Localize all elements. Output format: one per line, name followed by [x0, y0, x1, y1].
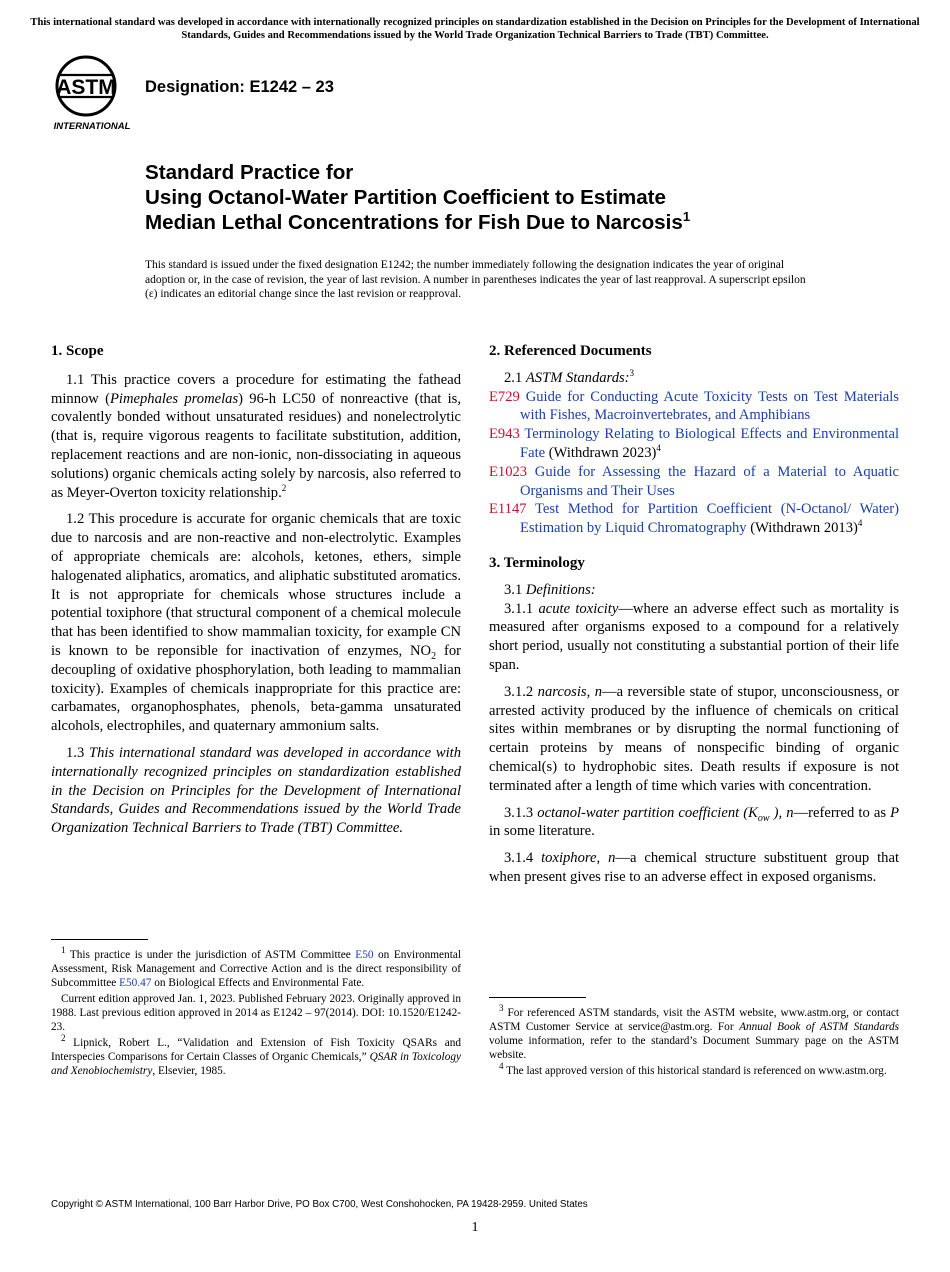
footnote-2-mark: 2: [61, 1033, 66, 1044]
title-line-2: Using Octanol-Water Partition Coefficient to Estimate: [145, 186, 666, 209]
scope-1-1-text-b: ) 96-h LC50 of nonreactive (that is, covalently bonded without unsaturated residues) and nonelectrolytic (that is, require vigorous reagents to facilitate substitution, addition, replacement reactions and are non-ionic, non-dissociating in aqueous solutions) organic chemicals acting solely by narcosis, also referred to as Meyer-Overton toxicity relationship.: [51, 390, 462, 501]
definition-number: 3.1.1: [504, 600, 539, 617]
designation: Designation: E1242 – 23: [145, 78, 334, 96]
title-footnote-mark: 1: [682, 209, 691, 225]
logo-letters: ASTM: [56, 76, 116, 99]
footnote-1: [51, 945, 461, 990]
references-heading: 2. Referenced Documents: [489, 343, 652, 359]
issuance-note: This standard is issued under the fixed designation E1242; the number immediately following the designation indicates the year of original adoption or, in the case of revision, the year of last revision. A number in parentheses indicates the year of last reapproval. A superscript epsilon (ε) indicates an editorial change since the last revision or reapproval.: [145, 259, 806, 301]
footnote-2: [51, 1033, 462, 1078]
footnote-divider-left: [51, 939, 148, 940]
references-sub-number: 2.1: [504, 369, 526, 386]
footnote-2-text-a: Lipnick, Robert L., “Validation and Extension of Fish Toxicity QSARs and Interspecies Comparisons for Certain Classes of Organic Chemicals,”: [51, 1037, 461, 1063]
annual-book-title: Annual Book of ASTM Standards: [739, 1021, 899, 1033]
footnote-4-mark: 4: [499, 1061, 504, 1072]
footnote-4-text: The last approved version of this historical standard is referenced on www.astm.org.: [503, 1065, 887, 1077]
top-notice: This international standard was developed in accordance with internationally recognized principles on standardization established in the Decision on Principles for the Development of International Standards, Guides and Recommendations issued by the World Trade Organization Technical Barriers to Trade (TBT) Committee.: [30, 17, 920, 41]
definition-number: 3.1.4: [504, 850, 542, 867]
subcommittee-e50-47-link[interactable]: E50.47: [119, 977, 152, 989]
reference-title[interactable]: Guide for Conducting Acute Toxicity Tests on Test Materials with Fishes, Macroinvertebrates, and Amphibians: [520, 388, 899, 424]
reference-e729[interactable]: [489, 388, 899, 426]
reference-e1147[interactable]: [489, 500, 899, 538]
kow-subscript: ow: [757, 812, 770, 824]
title-line-3: [145, 210, 865, 235]
right-column: [489, 342, 899, 895]
scope-1-1: [51, 371, 461, 503]
definition-term: narcosis, n: [537, 683, 603, 700]
footnote-3-text-b: volume information, refer to the standard’s Document Summary page on the ASTM website.: [489, 1035, 899, 1061]
reference-status: (Withdrawn 2023): [545, 444, 657, 461]
definition-toxiphore: [489, 849, 899, 887]
references-sub-label: ASTM Standards:: [525, 369, 630, 386]
reference-code[interactable]: E1023: [489, 463, 528, 480]
reference-status: (Withdrawn 2013): [746, 520, 858, 537]
footnote-ref-4[interactable]: 4: [656, 443, 661, 454]
astm-standards-subheading: [489, 369, 899, 388]
symbol-p: P: [890, 804, 900, 821]
species-name: Pimephales promelas: [109, 390, 239, 407]
footnote-ref-3[interactable]: 3: [629, 367, 635, 378]
reference-e943[interactable]: [489, 425, 899, 463]
copyright-notice: Copyright © ASTM International, 100 Barr Harbor Drive, PO Box C700, West Conshohocken, PA 19428-2959. United States: [51, 1199, 588, 1210]
scope-1-2-text-b: for decoupling of oxidative phosphorylation, both leading to mammalian toxicity). Examples of chemicals inappropriate for this practice are: carbamates, organophosphates, phenols, beta-gamma unsaturated alcohols, electrophiles, and quaternary ammonium salts.: [51, 642, 462, 735]
definition-acute-toxicity: [489, 600, 899, 675]
footnote-3-mark: 3: [499, 1003, 504, 1014]
definitions-subheading: [489, 581, 899, 600]
definition-term-a: octanol-water partition coefficient (K: [537, 804, 758, 821]
definition-term: acute toxicity: [538, 600, 619, 617]
edition-note: Current edition approved Jan. 1, 2023. Published February 2023. Originally approved in 1988. Last previous edition approved in 2014 as E1242 – 97(2014). DOI: 10.1520/E1242-23.: [51, 993, 461, 1033]
journal-title: QSAR in Toxicology and Xenobiochemistry: [51, 1051, 462, 1077]
definition-term-b: ), n: [769, 804, 794, 821]
page-number: 1: [471, 1220, 479, 1235]
reference-title[interactable]: Terminology Relating to Biological Effects and Environmental Fate: [520, 426, 899, 461]
right-footnotes: [489, 1003, 899, 1080]
scope-1-2: [51, 510, 461, 736]
astm-logo-graphic: [50, 54, 136, 134]
footnote-1-text-b: on Environmental Assessment, Risk Management and Corrective Action and is the direct responsibility of Subcommittee: [51, 949, 461, 989]
scope-1-3-text: This international standard was developed in accordance with internationally recognized principles on standardization established in the Decision on Principles for the Development of International Standards, Guides and Recommendations issued by the World Trade Organization Technical Barriers to Trade (TBT) Committee.: [51, 744, 462, 837]
footnote-ref-4[interactable]: 4: [857, 518, 863, 529]
definition-number: 3.1.3: [504, 804, 538, 821]
logo-word: INTERNATIONAL: [53, 121, 131, 132]
footnote-ref-2[interactable]: 2: [281, 482, 287, 493]
definition-narcosis: [489, 683, 899, 796]
reference-code[interactable]: E729: [489, 388, 520, 405]
reference-title[interactable]: Test Method for Partition Coefficient (N-Octanol/ Water) Estimation by Liquid Chromatography: [520, 501, 900, 537]
footnote-3-text-a: For referenced ASTM standards, visit the ASTM website, www.astm.org, or contact ASTM Customer Service at service@astm.org. For: [489, 1007, 899, 1033]
reference-list: [489, 388, 899, 538]
definition-text-b: in some literature.: [489, 823, 595, 840]
footnote-divider-right: [489, 997, 586, 998]
definition-text: —a chemical structure substituent group that when present gives rise to an adverse effect in exposed organisms.: [489, 850, 899, 885]
astm-logo: [50, 54, 136, 134]
scope-1-2-text-a: 1.2 This procedure is accurate for organic chemicals that are toxic due to narcosis and are non-reactive and non-electrolytic. Examples of appropriate chemicals are: alcohols, ketones, ethers, simple halogenated aliphatics, aromatics, and aliphatic substituted aromatics. It is not appropriate for chemicals whose structures include a potential toxiphore (that structural component of a chemical molecule that has been identified to show mammalian toxicity, for example CN is known to be reponsible for inactivation of enzymes, NO: [51, 511, 461, 659]
scope-1-3: [51, 744, 461, 838]
footnote-3: [489, 1003, 899, 1062]
committee-e50-link[interactable]: E50: [355, 949, 374, 961]
footnote-1-text-c: on Biological Effects and Environmental Fate.: [151, 977, 365, 989]
no2-subscript: 2: [431, 650, 437, 662]
scope-1-3-number: 1.3: [66, 744, 90, 761]
scope-1-1-text-a: 1.1 This practice covers a procedure for estimating the fathead minnow (: [51, 371, 461, 407]
footnote-1-text-a: This practice is under the jurisdiction of ASTM Committee: [65, 949, 356, 961]
title-line-1: Standard Practice for: [145, 161, 354, 184]
reference-code[interactable]: E943: [489, 426, 520, 443]
title-line-3-text: Median Lethal Concentrations for Fish Due to Narcosis: [145, 211, 683, 234]
definitions-number: 3.1: [504, 581, 526, 598]
left-column: [51, 342, 461, 846]
footnote-2-text-b: , Elsevier, 1985.: [152, 1065, 226, 1077]
definition-text: —where an adverse effect such as mortality is measured after organisms exposed to a compound for a relatively short period, usually not constituting a substantial portion of their life span.: [489, 600, 899, 673]
footnote-1-mark: 1: [61, 945, 66, 956]
reference-e1023[interactable]: [489, 463, 899, 501]
footnote-4: [489, 1061, 899, 1078]
reference-title[interactable]: Guide for Assessing the Hazard of a Material to Aquatic Organisms and Their Uses: [520, 463, 899, 499]
definition-number: 3.1.2: [504, 683, 538, 700]
scope-heading: 1. Scope: [51, 343, 104, 359]
reference-code[interactable]: E1147: [489, 501, 527, 518]
document-title: [145, 160, 865, 235]
definitions-label: Definitions:: [525, 581, 596, 598]
left-footnotes: [51, 945, 462, 1080]
definition-term: [537, 804, 794, 824]
definition-text-a: —referred to as: [793, 804, 891, 821]
definition-term: toxiphore, n: [541, 850, 616, 867]
definition-text: —a reversible state of stupor, unconsciousness, or arrested activity produced by the influence of chemicals on critical sites within membranes or by disrupting the normal functioning of certain proteins by means of nonspecific binding of organic chemical(s) to hydrophobic sites. Death results if exposure is not terminated after a length of time which varies with concentration.: [489, 683, 899, 794]
definition-partition-coefficient: [489, 804, 899, 842]
terminology-heading: 3. Terminology: [489, 554, 585, 571]
